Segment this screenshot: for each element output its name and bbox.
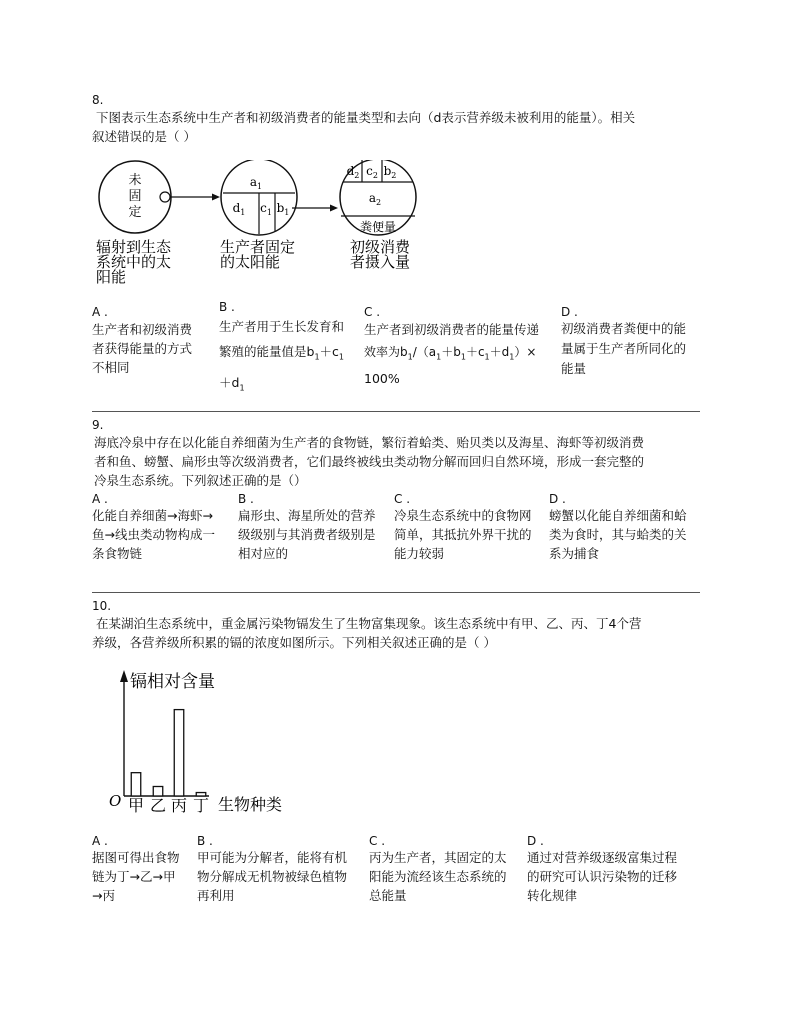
circle2-a-sub: 1 (257, 182, 263, 191)
q8-option-c-line-3: 100% (364, 371, 400, 387)
bar-1 (131, 773, 141, 796)
svg-text:d1 (233, 201, 246, 217)
question-8-number: 8. (92, 93, 104, 107)
q9-option-c-line-2: 简单，其抵抗外界干扰的 (394, 527, 532, 542)
q10-option-a-letter: A . (92, 834, 108, 848)
q9-option-d-line-3: 系为捕食 (549, 546, 600, 561)
q10-option-a-line-1: 据图可得出食物 (92, 850, 180, 865)
q10-option-c-line-1: 丙为生产者，其固定的太 (369, 850, 507, 865)
q10-option-d-letter: D . (527, 834, 544, 848)
circle1-caption-2: 系统中的太 (96, 253, 172, 271)
question-8-stem (92, 108, 636, 146)
svg-text:d2 (347, 164, 360, 180)
q10-option-b-text (197, 848, 369, 905)
q10-option-c-letter: C . (369, 834, 386, 848)
q8-option-a[interactable] (92, 305, 217, 377)
y-axis-label: 镉相对含量 (130, 672, 215, 692)
q10-option-a-line-2: 链为丁→乙→甲 (92, 869, 176, 884)
q8-option-b-line-3: $+d_1$ (219, 374, 245, 392)
q8-option-d-text (561, 319, 706, 379)
q10-option-a[interactable] (92, 834, 200, 905)
circle3-c-sub: 2 (372, 171, 378, 180)
q9-option-d-line-2: 类为食时，其与蛤类的关 (549, 527, 687, 542)
q10-option-c[interactable] (369, 834, 525, 905)
q9-option-b-letter: B . (238, 492, 254, 506)
svg-text:a1 (250, 175, 262, 191)
circle3-a-sub: 2 (376, 198, 382, 207)
category-label-3: 丙 (170, 796, 188, 815)
q9-option-a-text (92, 506, 234, 563)
q10-option-c-line-2: 阳能为流经该生态系统的 (369, 869, 507, 884)
q10-option-d-line-3: 转化规律 (527, 888, 578, 903)
circle2-d: d (232, 201, 241, 215)
question-10-stem-line-1: 在某湖泊生态系统中，重金属污染物镉发生了生物富集现象。该生态系统中有甲、乙、丙、丁4个营 (96, 616, 642, 631)
arrow-origin-dot (160, 192, 170, 202)
question-10-stem-line-2: 养级，各营养级所积累的镉的浓度如图所示。下列相关叙述正确的是（ ） (92, 635, 496, 650)
circle3-d: d (346, 164, 355, 178)
q9-option-d-letter: D . (549, 492, 566, 506)
q8-option-c-line-2: 效率为$b_1/(a_1+b_1+c_1+d_1)\times$ (364, 345, 537, 362)
origin-label: O (109, 792, 122, 810)
svg-text:b1 (277, 201, 290, 217)
question-8-stem-line-1: 下图表示生态系统中生产者和初级消费者的能量类型和去向（d表示营养级未被利用的能量）。相关 (96, 110, 636, 125)
question-9-stem-line-2: 者和鱼、螃蟹、扁形虫等次级消费者，它们最终被线虫类动物分解而回归自然环境，形成一套完整的 (94, 454, 645, 469)
circle1-label-2: 固 (128, 189, 142, 204)
question-9-number: 9. (92, 418, 104, 432)
category-label-1: 甲 (127, 796, 145, 815)
q8-option-a-line-3: 不相同 (92, 360, 130, 375)
arrow-1-head (212, 194, 220, 201)
circle2-a: a (249, 175, 258, 189)
q8-option-d-line-2: 量属于生产者所同化的 (561, 341, 687, 356)
q8-option-d[interactable] (561, 305, 706, 379)
circle3-caption-1: 初级消费 (350, 238, 411, 256)
q8-option-a-line-2: 者获得能量的方式 (92, 341, 193, 356)
bar-3 (174, 710, 184, 796)
svg-text:b2 (384, 164, 397, 180)
q10-option-b-line-2: 物分解成无机物被绿色植物 (197, 869, 348, 884)
circle3-caption-2: 者摄入量 (350, 253, 411, 271)
circle1-label-3: 定 (128, 205, 142, 220)
q8-option-b-line-2: 繁殖的能量值是$b_1+c_1$ (219, 344, 344, 362)
q9-option-c-line-1: 冷泉生态系统中的食物网 (394, 508, 532, 523)
circle1-caption-1: 辐射到生态 (96, 238, 172, 256)
circle3-a: a (368, 191, 377, 205)
question-9-stem-line-3: 冷泉生态系统。下列叙述正确的是（） (94, 473, 307, 488)
circle2-b-sub: 1 (284, 208, 290, 217)
q8-option-c-line-1: 生产者到初级消费者的能量传递 (364, 322, 540, 337)
question-8-stem-line-2: 叙述错误的是（ ） (92, 129, 196, 144)
energy-flow-figure (92, 160, 422, 285)
q8-option-c-letter: C . (364, 305, 381, 319)
q10-option-c-line-3: 总能量 (369, 888, 407, 903)
q9-option-d-line-1: 螃蟹以化能自养细菌和蛤 (549, 508, 687, 523)
q9-option-c-letter: C . (394, 492, 411, 506)
q8-option-b-line-1: 生产者用于生长发育和 (219, 319, 345, 334)
svg-text:c1 (260, 201, 272, 217)
svg-text:a2 (369, 191, 381, 207)
q8-option-a-text (92, 320, 217, 377)
q9-option-b-line-2: 级级别与其消费者级别是 (238, 527, 376, 542)
q9-option-a-line-3: 条食物链 (92, 546, 143, 561)
q10-option-d-text (527, 848, 699, 905)
q9-option-c-line-3: 能力较弱 (394, 546, 445, 561)
q8-option-c[interactable] (364, 305, 559, 390)
q8-option-c-text (364, 319, 559, 390)
q10-option-b-letter: B . (197, 834, 213, 848)
q8-option-d-line-3: 能量 (561, 361, 587, 376)
circle3-b-sub: 2 (391, 171, 397, 180)
category-label-4: 丁 (192, 796, 210, 815)
q9-option-b-text (238, 506, 390, 563)
circle3-c: c (366, 164, 373, 178)
q10-option-a-line-3: →丙 (92, 888, 115, 903)
question-9-stem-line-1: 海底冷泉中存在以化能自养细菌为生产者的食物链，繁衍着蛤类、贻贝类以及海星、海虾等初级消费 (94, 435, 645, 450)
circle3-d-sub: 2 (354, 171, 360, 180)
q10-option-a-text (92, 848, 200, 905)
bar-2 (153, 786, 163, 796)
circle2-d-sub: 1 (240, 208, 246, 217)
q9-option-a-letter: A . (92, 492, 108, 506)
question-10-number: 10. (92, 599, 112, 613)
q10-option-b[interactable] (197, 834, 369, 905)
q9-option-a-line-1: 化能自养细菌→海虾→ (92, 508, 213, 523)
y-axis-arrow (120, 670, 128, 682)
question-9-stem (94, 433, 644, 490)
question-10-stem (92, 614, 642, 652)
cadmium-bar-chart (104, 664, 289, 820)
q8-option-a-letter: A . (92, 305, 108, 319)
q9-option-b[interactable] (238, 492, 390, 563)
divider-q8-q9 (92, 411, 700, 412)
q9-option-d[interactable] (549, 492, 701, 563)
x-axis-label: 生物种类 (218, 795, 283, 814)
q9-option-b-line-1: 扁形虫、海星所处的营养 (238, 508, 376, 523)
q10-option-d-line-2: 的研究可认识污染物的迁移 (527, 869, 678, 884)
category-label-2: 乙 (149, 796, 167, 815)
q9-option-d-text (549, 506, 701, 563)
q9-option-b-line-3: 相对应的 (238, 546, 289, 561)
circle2-b: b (276, 201, 285, 215)
bars (131, 710, 206, 796)
q9-option-a[interactable] (92, 492, 234, 563)
q9-option-a-line-2: 鱼→线虫类动物构成一 (92, 527, 215, 542)
divider-q9-q10 (92, 592, 700, 593)
svg-text:c2 (366, 164, 378, 180)
arrow-2-head (330, 205, 338, 212)
circle2-caption-2: 的太阳能 (220, 253, 281, 271)
q8-option-b-text (219, 314, 364, 400)
q10-option-b-line-1: 甲可能为分解者，能将有机 (197, 850, 348, 865)
q10-option-b-line-3: 再利用 (197, 888, 235, 903)
category-labels (128, 796, 209, 815)
circle2-caption-1: 生产者固定 (220, 238, 296, 256)
circle3-b: b (383, 164, 392, 178)
q8-option-d-line-1: 初级消费者粪便中的能 (561, 321, 687, 336)
q8-option-a-line-1: 生产者和初级消费 (92, 322, 193, 337)
q10-option-d-line-1: 通过对营养级逐级富集过程 (527, 850, 678, 865)
q9-option-c[interactable] (394, 492, 546, 563)
circle3-feces-label: 粪便量 (359, 220, 397, 234)
q10-option-d[interactable] (527, 834, 699, 905)
q8-option-b-letter: B . (219, 300, 235, 314)
circle1-label-1: 未 (128, 173, 142, 188)
circle2-c: c (260, 201, 267, 215)
circle2-c-sub: 1 (266, 208, 272, 217)
q9-option-c-text (394, 506, 546, 563)
circle1-caption-3: 阳能 (96, 268, 127, 285)
q8-option-d-letter: D . (561, 305, 578, 319)
q8-option-b[interactable] (219, 300, 364, 400)
q10-option-c-text (369, 848, 525, 905)
